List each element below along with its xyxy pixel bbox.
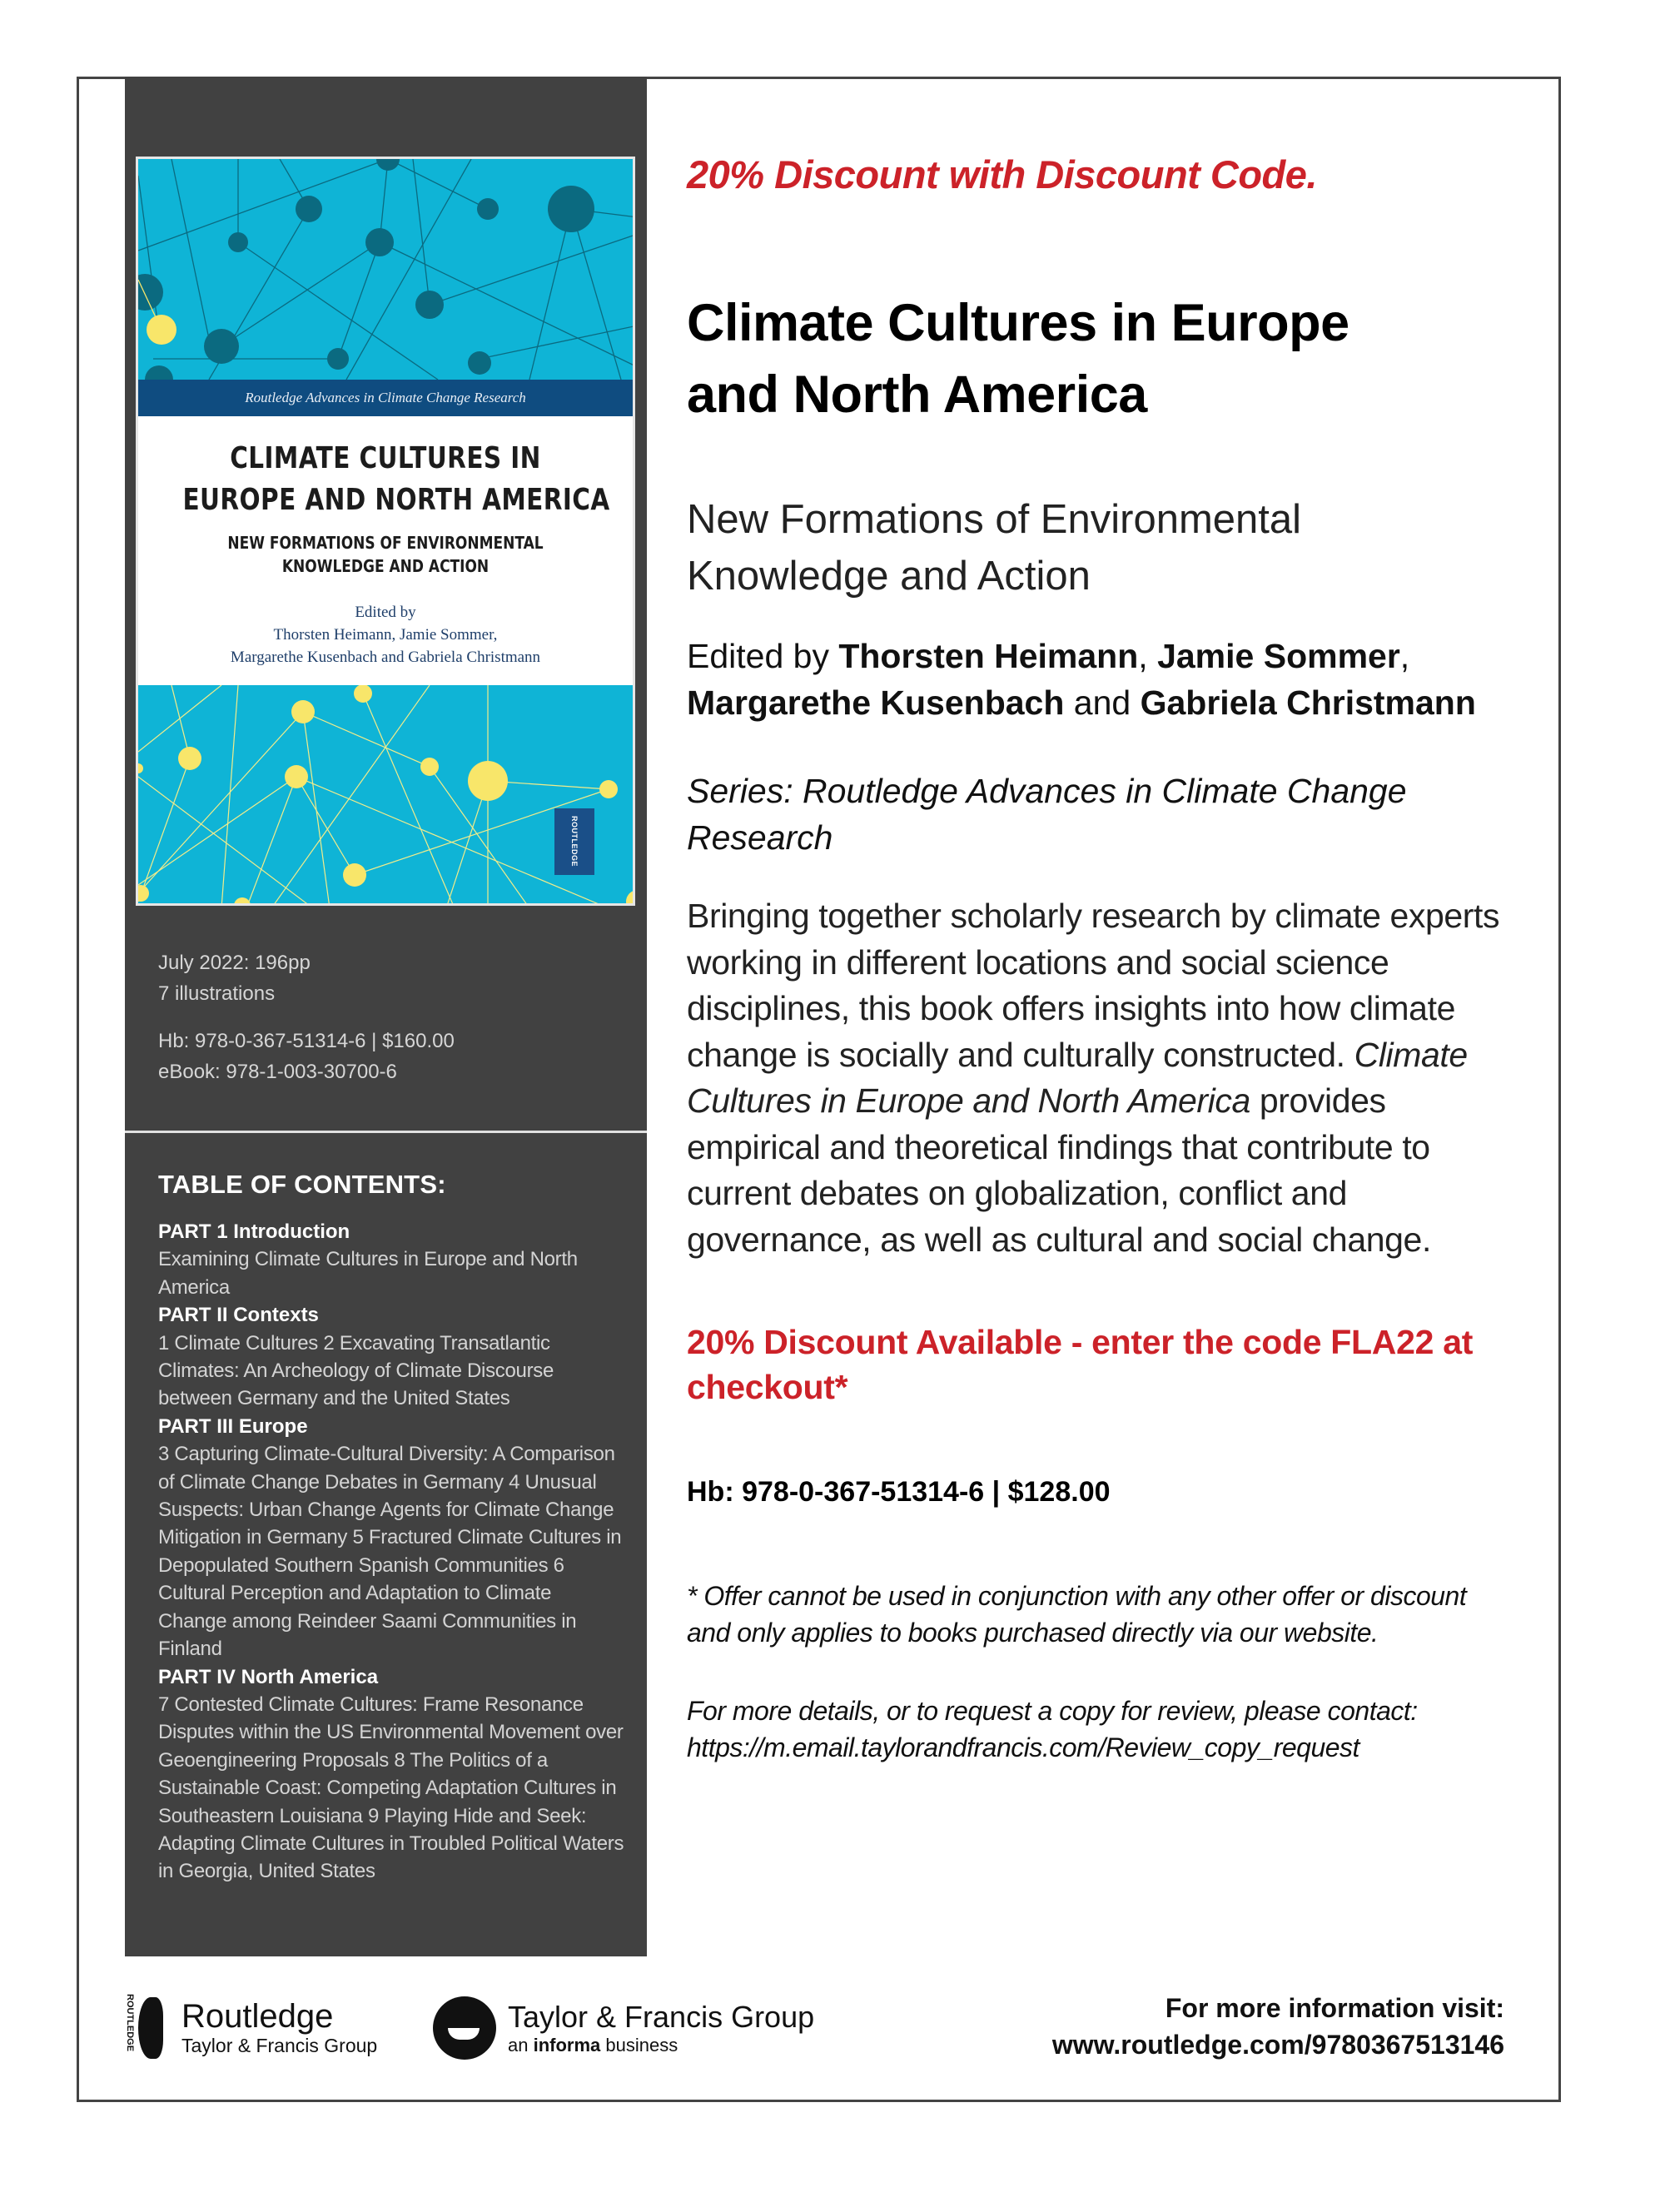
ebook-isbn: eBook: 978-1-003-30700-6 [158, 1061, 397, 1083]
sidebar-divider [125, 1131, 647, 1133]
routledge-subtitle: Taylor & Francis Group [181, 2034, 378, 2056]
toc-part-title: PART 1 Introduction [158, 1220, 350, 1243]
editor-name: Jamie Sommer [1157, 637, 1400, 675]
toc-part-text: 3 Capturing Climate-Cultural Diversity: A Comparison of Climate Change Debates in Germany 4 Unusual Suspects: Urban Change Agents for Climate Change Mitigation in Germany 5 Fractured Climate Cultures in Depopulated Southern Spanish Communities 6 Cultural Perception and Adaptation to Climate Change among Reindeer Saami Communities in Finland [158, 1443, 622, 1661]
book-description [687, 893, 1528, 1263]
toc-part-title: PART III Europe [158, 1414, 308, 1438]
series-line [687, 768, 1407, 861]
separator: , [1138, 637, 1158, 675]
tf-informa-line [508, 2035, 814, 2056]
tf-sub-text: business [600, 2035, 678, 2055]
book-subtitle-line: New Formations of Environmental [687, 497, 1302, 542]
separator: , [1399, 637, 1410, 675]
terms-text: * Offer cannot be used in conjunction with any other offer or discount [687, 1581, 1467, 1611]
toc-part-text: Examining Climate Cultures in Europe and North America [158, 1248, 578, 1299]
routledge-head-icon [125, 1994, 175, 2060]
cover-subtitle-line: KNOWLEDGE AND ACTION [281, 556, 490, 576]
contact-text: For more details, or to request a copy for review, please contact: [687, 1696, 1418, 1726]
toc-heading: TABLE OF CONTENTS: [158, 1170, 446, 1199]
discount-text: at checkout* [687, 1323, 1474, 1406]
toc-part-text: 7 Contested Climate Cultures: Frame Resonance Disputes within the US Environmental Movement over Geoengineering Proposals 8 The Politics of a Sustainable Coast: Competing Adaptation Cultures in Southeastern Louisiana 9 Playing Hide and Seek: Adapting Climate Cultures in Troubled Political Waters in Georgia, United States [158, 1693, 624, 1883]
teacup-lamp-icon [433, 1996, 496, 2060]
toc-part-text: 1 Climate Cultures 2 Excavating Transatlantic Climates: An Archeology of Climate Discourse between Germany and the United States [158, 1331, 554, 1410]
toc-part-title: PART IV North America [158, 1665, 379, 1688]
publication-date-pages: July 2022: 196pp [158, 952, 311, 974]
editor-name: Thorsten Heimann [838, 637, 1139, 675]
cover-edited-by: Edited by [355, 604, 416, 621]
book-subtitle-line: Knowledge and Action [687, 554, 1091, 599]
description-text: provides empirical and theoretical findings that contribute to current debates on globalization, conflict and governance, as well as cultural and social change. [687, 1081, 1431, 1259]
hardback-isbn-price: Hb: 978-0-367-51314-6 | $160.00 [158, 1030, 455, 1052]
toc-part-title: PART II Contexts [158, 1304, 319, 1327]
description-title-italic: Climate Cultures in Europe and North America [687, 1035, 1468, 1120]
informa-name: informa [533, 2035, 601, 2055]
cover-editors-line: Margarethe Kusenbach and Gabriela Christmann [230, 649, 541, 666]
editor-name: Margarethe Kusenbach [687, 683, 1065, 722]
more-info-label: For more information visit: [1165, 1993, 1504, 2023]
editors-line [687, 633, 1476, 726]
review-contact [687, 1693, 1418, 1766]
tf-sub-text: an [508, 2035, 534, 2055]
editor-name: Gabriela Christmann [1140, 683, 1476, 722]
series-text: Research [687, 818, 833, 857]
discount-code: FLA22 [1330, 1323, 1434, 1361]
routledge-name: Routledge [181, 1997, 334, 2035]
book-subtitle [687, 491, 1301, 604]
routledge-cover-logo-icon [554, 808, 594, 875]
book-cover [136, 157, 635, 906]
illustrations-count: 7 illustrations [158, 982, 276, 1005]
hardback-offer-price: Hb: 978-0-367-51314-6 | $128.00 [687, 1476, 1111, 1508]
routledge-cover-logo-text: ROUTLEDGE [570, 816, 579, 867]
cover-title-line: EUROPE AND NORTH AMERICA [182, 483, 610, 517]
terms-text: and only applies to books purchased directly via our website. [687, 1618, 1379, 1648]
cover-editors-line: Thorsten Heimann, Jamie Sommer, [273, 626, 498, 644]
description-text: Bringing together scholarly research by climate experts working in different locations and social science disciplines, this book offers insights into how climate change is socially and culturally constructed. [687, 897, 1500, 1074]
cover-network-art-top [138, 159, 633, 380]
cover-title-block [138, 416, 633, 685]
book-title-line: and North America [687, 365, 1147, 424]
more-info-link[interactable]: www.routledge.com/9780367513146 [1051, 2030, 1504, 2060]
series-text: Series: Routledge Advances in Climate Change [687, 772, 1407, 810]
promo-heading: 20% Discount with Discount Code. [687, 152, 1317, 196]
routledge-logo [125, 1994, 377, 2060]
separator: and [1064, 683, 1141, 722]
book-title [687, 287, 1349, 430]
discount-callout [687, 1320, 1528, 1409]
book-title-line: Climate Cultures in Europe [687, 294, 1349, 352]
offer-terms [687, 1578, 1466, 1651]
cover-network-art-bottom [138, 685, 633, 906]
routledge-vertical-text: ROUTLEDGE [125, 1994, 135, 2052]
cover-series-band: Routledge Advances in Climate Change Research [138, 380, 633, 416]
taylor-francis-logo [433, 1996, 814, 2060]
cover-subtitle-line: NEW FORMATIONS OF ENVIRONMENTAL [227, 533, 544, 553]
book-meta [158, 947, 624, 1087]
edited-by-label: Edited by [687, 637, 839, 675]
table-of-contents [158, 1170, 624, 1886]
review-copy-link[interactable]: https://m.email.taylorandfrancis.com/Review_copy_request [687, 1732, 1359, 1762]
more-info [1052, 1990, 1504, 2063]
discount-text: 20% Discount Available - enter the code [687, 1323, 1331, 1361]
cover-title-line: CLIMATE CULTURES IN [230, 441, 541, 475]
tf-group-name: Taylor & Francis Group [508, 2000, 815, 2034]
